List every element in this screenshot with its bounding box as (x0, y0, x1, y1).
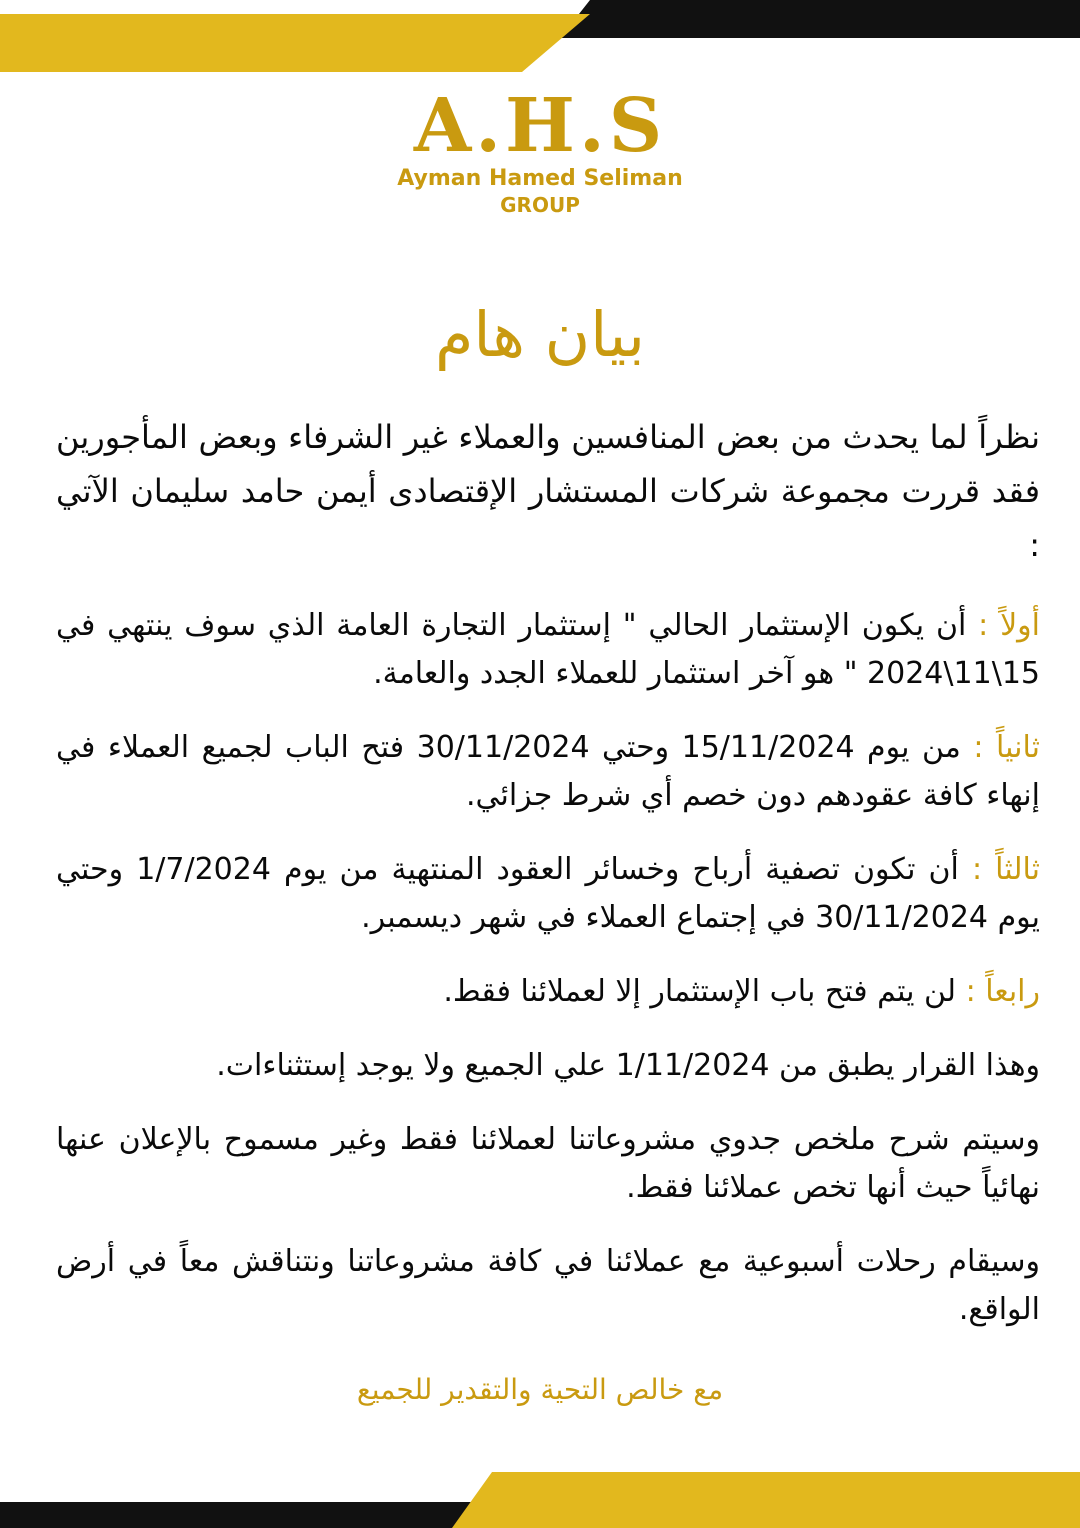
logo-company-name: Ayman Hamed Seliman (397, 166, 683, 191)
point-text: لن يتم فتح باب الإستثمار إلا لعملائنا فقط. (443, 974, 957, 1009)
closing-greeting: مع خالص التحية والتقدير للجميع (356, 1373, 724, 1406)
point-text: أن يكون الإستثمار الحالي " إستثمار التجارة العامة الذي سوف ينتهي في 15\11\2024 " هو آخر استثمار للعملاء الجدد والعامة. (56, 608, 1040, 691)
point-first (56, 602, 1040, 698)
logo-mark: A.H.S (413, 83, 667, 169)
point-fourth (56, 968, 1040, 1016)
point-lead: ثانياً : (973, 730, 1040, 765)
point-lead: أولاً : (978, 608, 1040, 643)
point-third (56, 846, 1040, 942)
company-logo (340, 83, 740, 236)
point-text: أن تكون تصفية أرباح وخسائر العقود المنتهية من يوم 1/7/2024 وحتي يوم 30/11/2024 في إجتماع العملاء في شهر ديسمبر. (56, 852, 1040, 935)
point-lead: رابعاً : (965, 974, 1040, 1009)
note-paragraph: وهذا القرار يطبق من 1/11/2024 علي الجميع ولا يوجد إستثناءات. (216, 1048, 1040, 1083)
document-title: بيان هام (434, 298, 646, 371)
point-second (56, 724, 1040, 820)
note-paragraph: وسيتم شرح ملخص جدوي مشروعاتنا لعملائنا فقط وغير مسموح بالإعلان عنها نهائياً حيث أنها تخص عملائنا فقط. (56, 1122, 1040, 1205)
note-paragraph: وسيقام رحلات أسبوعية مع عملائنا في كافة مشروعاتنا ونتناقش معاً في أرض الواقع. (56, 1244, 1040, 1327)
intro-paragraph: نظراً لما يحدث من بعض المنافسين والعملاء غير الشرفاء وبعض المأجورين فقد قررت مجموعة شركات المستشار الإقتصادى أيمن حامد سليمان الآتي : (56, 418, 1040, 564)
point-lead: ثالثاً : (971, 852, 1040, 887)
top-decorative-band (0, 0, 1080, 72)
logo-group-label: GROUP (500, 193, 580, 217)
statement-body (56, 410, 1040, 1360)
point-text: من يوم 15/11/2024 وحتي 30/11/2024 فتح الباب لجميع العملاء في إنهاء كافة عقودهم دون خصم أي شرط جزائي. (56, 730, 1040, 813)
bottom-decorative-band (0, 1472, 1080, 1528)
